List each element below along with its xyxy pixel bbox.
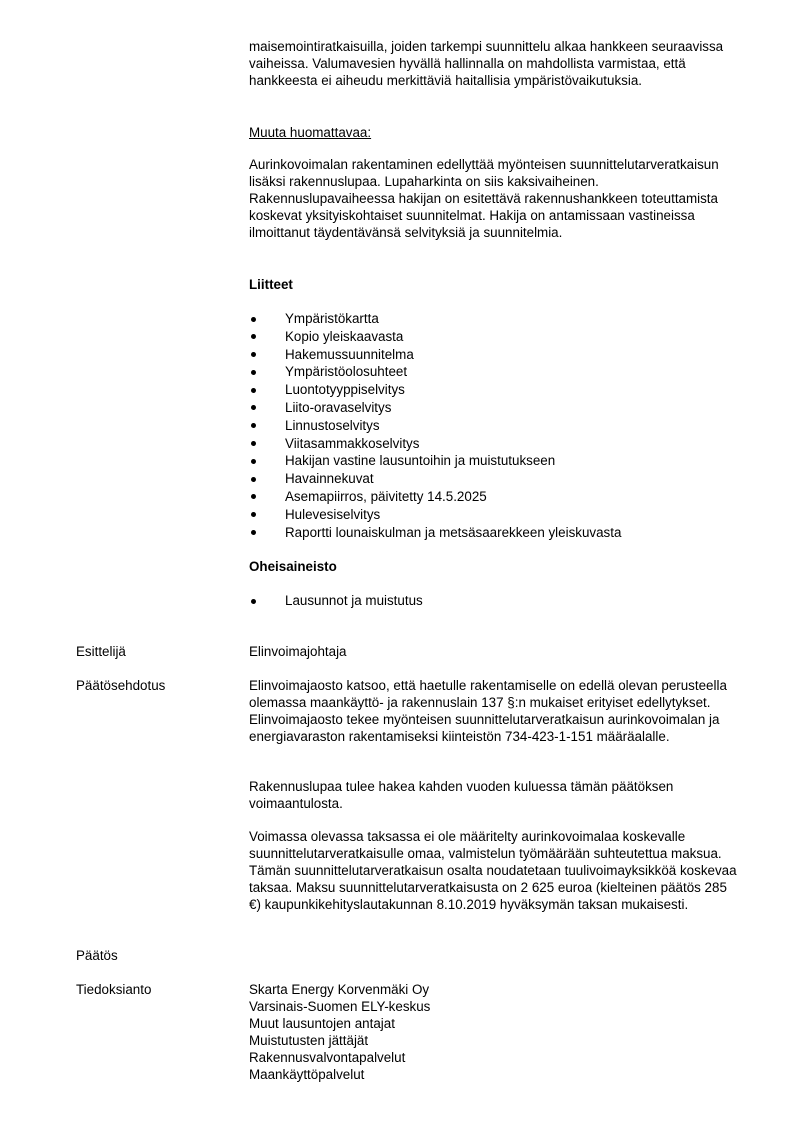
recipient: Muut lausuntojen antajat (249, 1016, 395, 1031)
recipient: Varsinais-Suomen ELY-keskus (249, 999, 431, 1014)
supplementary-heading: Oheisaineisto (249, 559, 337, 574)
decision-label: Päätös (76, 948, 118, 963)
list-item: Luontotyyppiselvitys (249, 381, 739, 399)
list-item: Lausunnot ja muistutus (249, 592, 739, 610)
bullet-icon (251, 599, 256, 604)
proposal-paragraph-3 (249, 828, 739, 913)
list-item: Ympäristöolosuhteet (249, 363, 739, 381)
list-item: Havainnekuvat (249, 470, 739, 488)
recipient: Muistutusten jättäjät (249, 1033, 369, 1048)
presenter-label: Esittelijä (76, 644, 126, 659)
bullet-icon (251, 352, 256, 357)
other-notes-section (249, 124, 739, 141)
recipient: Skarta Energy Korvenmäki Oy (249, 982, 430, 997)
proposal-paragraph-2 (249, 778, 739, 812)
bullet-icon (251, 477, 256, 482)
bullet-icon (251, 334, 256, 339)
list-item: Viitasammakkoselvitys (249, 435, 739, 453)
bullet-icon (251, 317, 256, 322)
list-item: Raportti lounaiskulman ja metsäsaarekkeen yleiskuvasta (249, 524, 739, 542)
list-item: Linnustoselvitys (249, 417, 739, 435)
list-item: Hulevesiselvitys (249, 506, 739, 524)
proposal-label: Päätösehdotus (76, 678, 166, 693)
list-item: Liito-oravaselvitys (249, 399, 739, 417)
presenter-value: Elinvoimajohtaja (249, 644, 347, 659)
list-item: Ympäristökartta (249, 310, 739, 328)
bullet-icon (251, 423, 256, 428)
bullet-icon (251, 494, 256, 499)
bullet-icon (251, 441, 256, 446)
attachments-list-wrap (249, 310, 739, 541)
attachments-list (249, 310, 739, 541)
other-notes-text: Aurinkovoimalan rakentaminen edellyttää myönteisen suunnittelutarveratkaisun lisäksi rakennuslupaa. Lupaharkinta on siis kaksivaiheinen. Rakennuslupavaiheessa hakijan on esitettävä rakennushankkeen toteuttamista koskevat yksityiskohtaiset suunnitelmat. Hakija on antamissaan vastineissa ilmoittanut täydentävänsä selvityksiä ja suunnitelmia. (249, 157, 719, 240)
supplementary-list (249, 592, 739, 610)
recipient: Maankäyttöpalvelut (249, 1067, 365, 1082)
list-item: Hakemussuunnitelma (249, 346, 739, 364)
list-item: Asemapiirros, päivitetty 14.5.2025 (249, 488, 739, 506)
proposal-text: Rakennuslupaa tulee hakea kahden vuoden kuluessa tämän päätöksen voimaantulosta. (249, 779, 674, 811)
notification-label: Tiedoksianto (76, 982, 152, 997)
supplementary-section (249, 558, 739, 575)
bullet-icon (251, 405, 256, 410)
proposal-text: Elinvoimajaosto katsoo, että haetulle rakentamiselle on edellä olevan perusteella olemassa maankäyttö- ja rakennuslain 137 §:n mukaiset erityiset edellytykset. Elinvoimajaosto tekee myönteisen suunnittelutarveratkaisun aurinkovoimalan ja energiavaraston rakentamiseksi kiinteistön 734-423-1-151 määräalalle. (249, 678, 727, 744)
intro-text: maisemointiratkaisuilla, joiden tarkempi suunnittelu alkaa hankkeen seuraavissa vaiheissa. Valumavesien hyvällä hallinnalla on mahdollista varmistaa, että hankkeesta ei aiheudu merkittäviä haitallisia ympäristövaikutuksia. (249, 39, 724, 88)
proposal-text: Voimassa olevassa taksassa ei ole määritelty aurinkovoimalaa koskevalle suunnittelutarveratkaisulle omaa, valmistelun työmäärään suhteutettua maksua. Tämän suunnittelutarveratkaisun osalta noudatetaan tuulivoimayksikköä koskevaa taksaa. Maksu suunnittelutarveratkaisusta on 2 625 euroa (kielteinen päätös 285 €) kaupunkikehityslautakunnan 8.10.2019 hyväksymän taksan mukaisesti. (249, 829, 737, 912)
bullet-icon (251, 459, 256, 464)
other-notes-heading: Muuta huomattavaa: (249, 125, 372, 140)
attachments-section (249, 276, 739, 293)
supplementary-list-wrap (249, 592, 739, 610)
bullet-icon (251, 530, 256, 535)
notification-recipients (249, 981, 739, 1083)
bullet-icon (251, 512, 256, 517)
attachments-heading: Liitteet (249, 277, 293, 292)
list-item: Kopio yleiskaavasta (249, 328, 739, 346)
proposal-paragraph-1 (249, 677, 739, 745)
intro-paragraph (249, 38, 739, 89)
recipient: Rakennusvalvontapalvelut (249, 1050, 406, 1065)
list-item: Hakijan vastine lausuntoihin ja muistutukseen (249, 452, 739, 470)
bullet-icon (251, 370, 256, 375)
bullet-icon (251, 388, 256, 393)
other-notes-body (249, 156, 739, 241)
